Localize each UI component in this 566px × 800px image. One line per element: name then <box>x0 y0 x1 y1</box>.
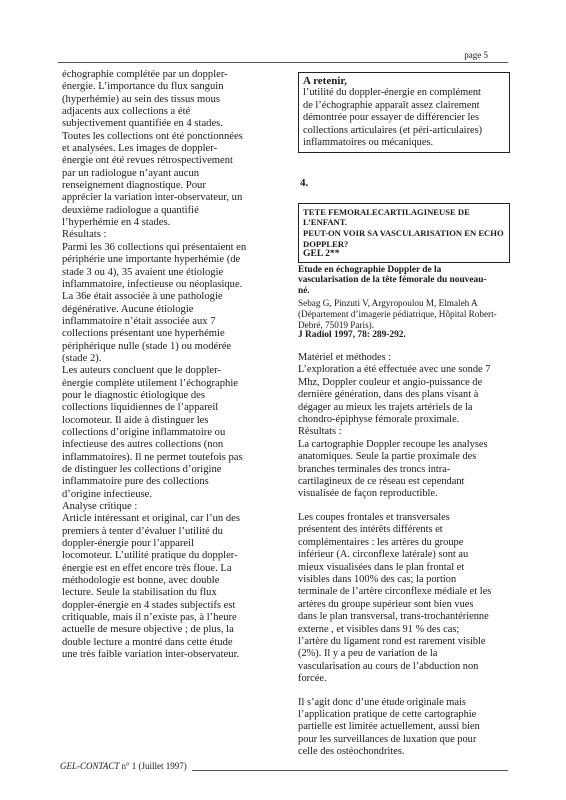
text-line: inflammatoire n’était associée aux 7 <box>62 315 216 327</box>
methods-paragraph <box>298 352 510 501</box>
article-title-box <box>298 203 510 263</box>
text-line: l’utilité du doppler-énergie en complément <box>303 87 481 99</box>
left-column-text <box>62 69 290 662</box>
text-line: doppler-énergie pour l’appareil <box>62 538 194 550</box>
article-title <box>303 207 505 249</box>
text-line: renseignement diagnostique. Pour <box>62 180 206 192</box>
text-line: Article intéressant et original, car l’un des <box>62 513 240 525</box>
text-line: collections liquidiennes de l’appareil <box>62 402 219 414</box>
text-line: visibles dans 100% des cas; la portion <box>298 573 457 585</box>
text-line: doppler-énergie en 4 stades subjectifs est <box>62 599 236 611</box>
text-line: apprécier la variation inter-observateur, un <box>62 192 243 204</box>
text-line: Matériel et méthodes : <box>298 352 392 364</box>
text-line: inflammatoires). Il ne permet toutefois pas <box>62 451 243 463</box>
text-line: locomoteur. L’utilité pratique du doppler- <box>62 550 238 562</box>
retenir-box <box>298 72 510 153</box>
text-line: l’hyperhémie en 4 stades. <box>62 217 171 229</box>
text-line: lecture. Seule la stabilisation du flux <box>62 587 217 599</box>
conclusion-paragraph <box>298 697 510 759</box>
text-line: critiquable, mais il n’existe pas, à l’heure <box>62 612 237 624</box>
text-line: Analyse critique : <box>62 501 138 513</box>
text-line: Les coupes frontales et transversales <box>298 511 450 523</box>
text-line: dégénérative. Aucune étiologie <box>62 303 194 315</box>
text-line: externe , et visibles dans 91 % des cas; <box>298 623 460 635</box>
title-line: TETE FEMORALECARTILAGINEUSE DE L’ENFANT. <box>303 206 470 228</box>
text-line: inférieur (A. circonflexe latérale) sont au <box>298 549 469 561</box>
footer-issue: n° 1 (Juillet 1997) <box>121 761 187 771</box>
page-number: page 5 <box>464 50 488 60</box>
text-line: énergie. L’importance du flux sanguin <box>62 81 224 93</box>
author-line: (Département d’imagerie pédiatrique, Hôpital Robert- <box>298 309 497 320</box>
text-line: dernière génération, dans des plans visant à <box>298 389 479 401</box>
text-line: anatomiques. Seule la partie proximale des <box>298 451 477 463</box>
retenir-title: A retenir, <box>303 75 347 87</box>
footer-rule <box>192 770 508 771</box>
text-line: d’origine infectieuse. <box>62 488 153 500</box>
text-line: énergie est en effet encore très floue. La <box>62 562 232 574</box>
article-number: 4. <box>300 177 309 190</box>
text-line: périphérie une importante hyperhémie (de <box>62 254 241 266</box>
text-line: Les auteurs concluent que le doppler- <box>62 365 221 377</box>
text-line: stade 3 ou 4), 35 avaient une étiologie <box>62 266 224 278</box>
text-line: complémentaires : les artères du groupe <box>298 536 464 548</box>
text-line: collections articulaires (et péri-articulaires) <box>303 124 483 136</box>
text-line: collections d’origine inflammatoire ou <box>62 426 226 438</box>
text-line: mieux visualisées dans le plan frontal et <box>298 561 465 573</box>
subtitle-line: né. <box>298 285 310 296</box>
text-line: La cartographie Doppler recoupe les analyses <box>298 438 488 450</box>
text-line: locomoteur. Il aide à distinguer les <box>62 414 209 426</box>
coupes-paragraph <box>298 512 510 686</box>
text-line: Résultats : <box>298 426 342 438</box>
text-line: dégager au mieux les trajets artériels de la <box>298 401 473 413</box>
text-line: pour le diagnostic étiologique des <box>62 389 205 401</box>
text-line: pour les surveillances de luxation que pour <box>298 733 477 745</box>
gel-rating: GEL 2** <box>303 248 340 260</box>
text-line: périphérique nulle (stade 1) ou modérée <box>62 340 232 352</box>
text-line: partielle est limitée actuellement, aussi bien <box>298 721 480 733</box>
text-line: une très faible variation inter-observateur. <box>62 649 240 661</box>
text-line: l’artère du ligament rond est rarement visible <box>298 635 486 647</box>
text-line: et analysées. Les images de doppler- <box>62 143 218 155</box>
retenir-text <box>303 87 505 149</box>
text-line: celle des ostéochondrites. <box>298 746 405 758</box>
article-subtitle <box>298 265 510 297</box>
text-line: adjacents aux collections a été <box>62 106 191 118</box>
text-line: vascularisation au cours de l’abduction non <box>298 660 479 672</box>
text-line: visualisée de façon reproductible. <box>298 488 438 500</box>
text-line: de distinguer les collections d’origine <box>62 464 222 475</box>
title-line: DOPPLER? <box>303 238 349 249</box>
text-line: L’exploration a été effectuée avec une sonde 7 <box>298 364 491 376</box>
journal-reference: J Radiol 1997, 78: 289-292. <box>298 330 406 341</box>
text-line: présentent des intérêts différents et <box>298 524 443 536</box>
text-line: inflammatoire, infectieuse ou néoplasique. <box>62 278 243 290</box>
text-line: double lecture a montré dans cette étude <box>62 636 233 648</box>
left-column <box>62 69 290 662</box>
text-line: infectieuse des autres collections (non <box>62 439 224 451</box>
text-line: échographie complétée par un doppler- <box>62 69 228 80</box>
text-line: énergie complète utilement l’échographie <box>62 377 238 389</box>
text-line: par un radiologue n’ayant aucun <box>62 167 200 179</box>
text-line: premiers à tenter d’évaluer l’utilité du <box>62 525 223 537</box>
article-authors <box>298 298 510 330</box>
text-line: forcée. <box>298 673 327 685</box>
text-line: Parmi les 36 collections qui présentaient en <box>62 241 247 253</box>
text-line: Mhz, Doppler couleur et angio-puissance de <box>298 376 483 388</box>
text-line: collections présentant une hyperhémie <box>62 328 225 340</box>
text-line: subjectivement quantifiée en 4 stades. <box>62 118 223 130</box>
text-line: méthodologie est bonne, avec double <box>62 575 220 587</box>
subtitle-line: vascularisation de la tête fémorale du nouveau- <box>298 275 487 286</box>
text-line: Il s’agit donc d’une étude originale mais <box>298 696 466 708</box>
text-line: de l’échographie apparaît assez clairement <box>303 99 480 111</box>
text-line: (2%). Il y a peu de variation de la <box>298 648 438 660</box>
text-line: actuelle de mesure objective ; de plus, la <box>62 624 234 636</box>
title-line: PEUT-ON VOIR SA VASCULARISATION EN ECHO <box>303 228 504 239</box>
text-line: énergie ont été revues rétrospectivement <box>62 155 233 167</box>
text-line: terminale de l’artère circonflexe médiale et les <box>298 586 492 598</box>
right-column <box>298 72 510 759</box>
text-line: Résultats : <box>62 229 107 241</box>
text-line: artères du groupe supérieur sont bien vues <box>298 598 474 610</box>
text-line: chondro-épiphyse fémorale proximale. <box>298 414 460 426</box>
text-line: l’application pratique de cette cartographie <box>298 708 477 720</box>
footer-journal: GEL-CONTACT <box>60 761 120 771</box>
text-line: dans le plan transversal, trans-trochantérienne <box>298 611 489 623</box>
footer <box>60 761 187 771</box>
header-rule <box>58 62 508 63</box>
subtitle-line: Etude en échographie Doppler de la <box>298 264 442 275</box>
author-line: Debré, 75019 Paris). <box>298 319 375 330</box>
author-line: Sebag G, Pinzuti V, Argyropoulou M, Elmaleh A <box>298 298 478 309</box>
text-line: démontrée pour essayer de différencier les <box>303 112 480 124</box>
text-line: cartilagineux de ce réseau est cependant <box>298 476 465 488</box>
text-line: Toutes les collections ont été ponctionnées <box>62 130 243 142</box>
text-line: (hyperhémie) au sein des tissus mous <box>62 93 220 105</box>
text-line: branches terminales des troncs intra- <box>298 463 451 475</box>
text-line: deuxième radiologue a quantifié <box>62 204 199 216</box>
text-line: inflammatoires ou mécaniques. <box>303 137 434 149</box>
text-line: (stade 2). <box>62 352 102 364</box>
text-line: inflammatoire pure des collections <box>62 476 209 488</box>
text-line: La 36e était associée à une pathologie <box>62 291 223 303</box>
